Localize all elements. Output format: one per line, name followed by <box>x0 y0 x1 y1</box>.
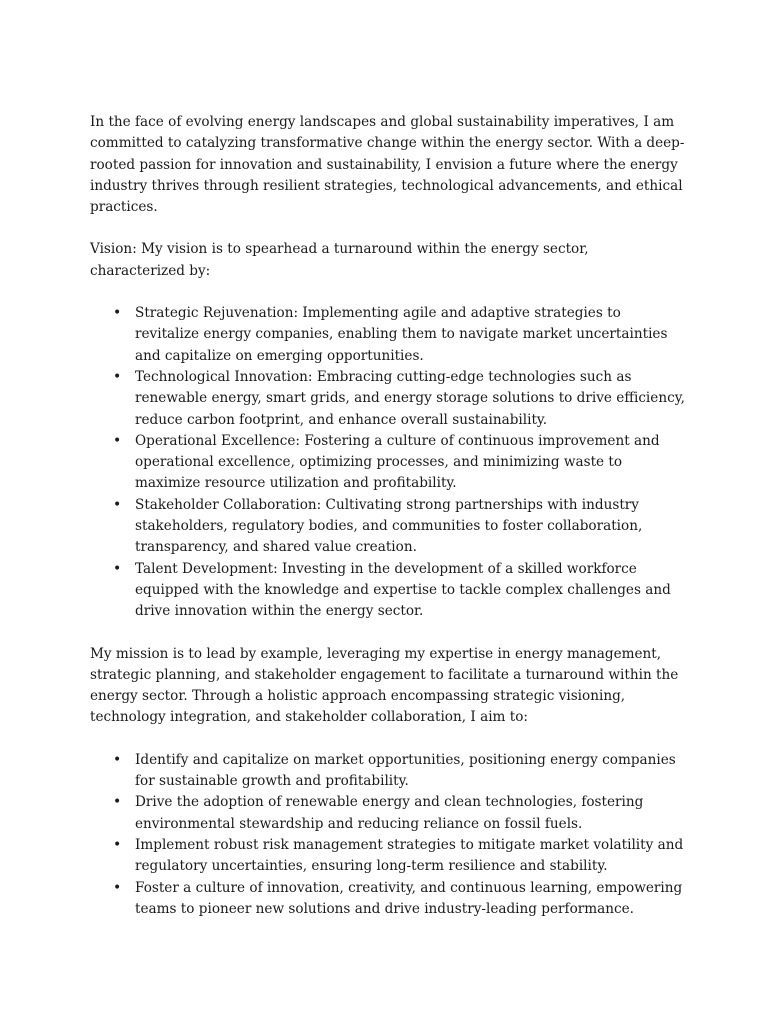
bullet-icon: • <box>113 496 122 513</box>
list-item <box>113 835 686 878</box>
list-item <box>113 559 686 623</box>
list-item <box>113 878 686 921</box>
bullet-icon: • <box>113 751 122 768</box>
list-item <box>113 750 686 793</box>
bullet-icon: • <box>113 305 122 322</box>
bullet-icon: • <box>113 560 122 577</box>
list-item <box>113 431 686 495</box>
list-item-text: Technological Innovation: Embracing cutting-edge technologies such as renewable energy, smart grids, and energy storage solutions to drive efficiency, reduce carbon footprint, and enhance overall sustainability. <box>135 368 685 428</box>
vision-list <box>90 303 686 622</box>
intro-paragraph: In the face of evolving energy landscapes and global sustainability imperatives, I am committed to catalyzing transformative change within the energy sector. With a deep-rooted passion for innovation and sustainability, I envision a future where the energy industry thrives through resilient strategies, technological advancements, and ethical practices. <box>90 114 685 216</box>
bullet-icon: • <box>113 879 122 896</box>
list-item <box>113 303 686 367</box>
list-item-text: Talent Development: Investing in the development of a skilled workforce equipped with the knowledge and expertise to tackle complex challenges and drive innovation within the energy sector. <box>135 560 671 620</box>
mission-list <box>90 750 686 920</box>
bullet-icon: • <box>113 368 122 385</box>
bullet-icon: • <box>113 432 122 449</box>
list-item-text: Implement robust risk management strategies to mitigate market volatility and regulatory uncertainties, ensuring long-term resilience and stability. <box>135 836 684 875</box>
list-item-text: Stakeholder Collaboration: Cultivating strong partnerships with industry stakeholders, regulatory bodies, and communities to foster collaboration, transparency, and shared value creation. <box>135 496 643 556</box>
list-item-text: Drive the adoption of renewable energy and clean technologies, fostering environmental stewardship and reducing reliance on fossil fuels. <box>135 794 644 832</box>
bullet-icon: • <box>113 794 122 811</box>
list-item-text: Operational Excellence: Fostering a culture of continuous improvement and operational excellence, optimizing processes, and minimizing waste to maximize resource utilization and profitability. <box>135 432 660 492</box>
list-item-text: Identify and capitalize on market opportunities, positioning energy companies for sustainable growth and profitability. <box>135 751 676 790</box>
list-item <box>113 495 686 559</box>
vision-heading: Vision: My vision is to spearhead a turnaround within the energy sector, characterized by: <box>90 241 589 279</box>
list-item-text: Foster a culture of innovation, creativity, and continuous learning, empowering teams to pioneer new solutions and drive industry-leading performance. <box>135 879 683 917</box>
list-item <box>113 367 686 431</box>
list-item-text: Strategic Rejuvenation: Implementing agile and adaptive strategies to revitalize energy companies, enabling them to navigate market uncertainties and capitalize on emerging opportunities. <box>135 305 668 364</box>
bullet-icon: • <box>113 836 122 853</box>
mission-paragraph: My mission is to lead by example, leveraging my expertise in energy management, strategic planning, and stakeholder engagement to facilitate a turnaround within the energy sector. Through a holistic approach encompassing strategic visioning, technology integration, and stakeholder collaboration, I aim to: <box>90 645 679 726</box>
document-page <box>90 112 686 941</box>
list-item <box>113 792 686 835</box>
